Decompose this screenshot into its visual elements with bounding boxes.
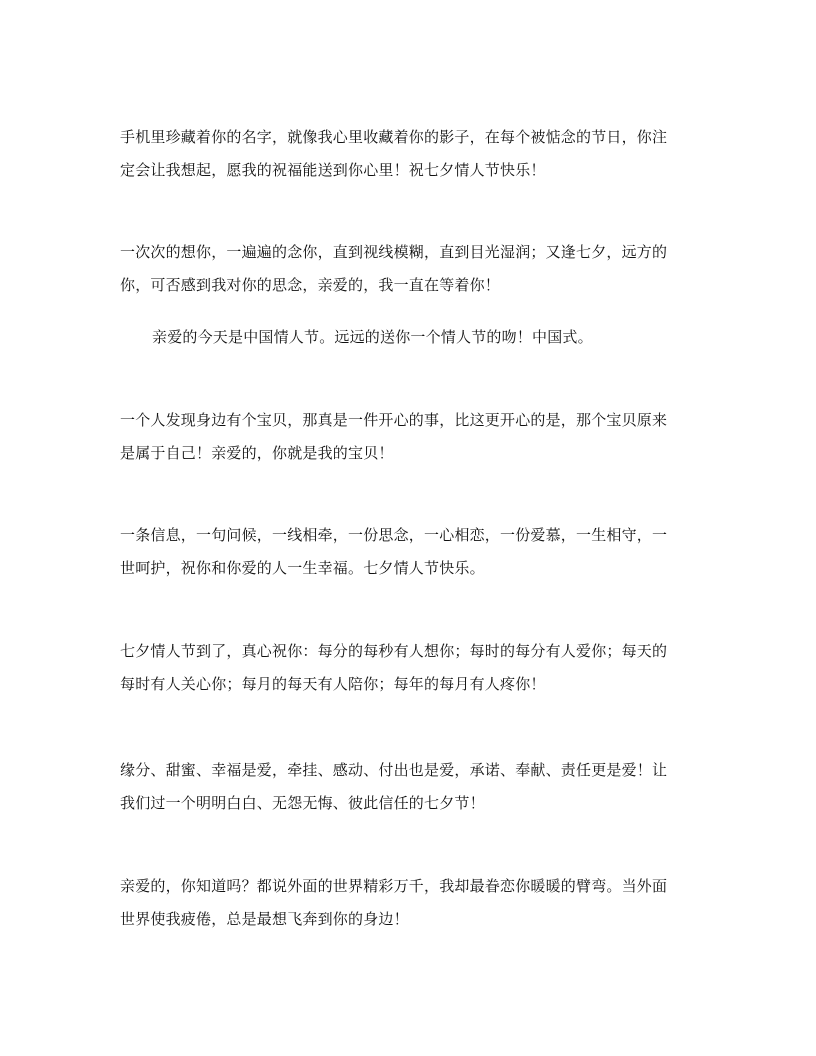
paragraph-line: 你，可否感到我对你的思念，亲爱的，我一直在等着你！ xyxy=(120,276,501,294)
paragraph-line: 亲爱的，你知道吗？都说外面的世界精彩万千，我却最眷恋你暖暖的臂弯。当外面 xyxy=(120,877,668,895)
paragraph-line: 缘分、甜蜜、幸福是爱，牵挂、感动、付出也是爱，承诺、奉献、责任更是爱！让 xyxy=(120,761,668,779)
paragraph-8 xyxy=(120,870,700,936)
paragraph-5 xyxy=(120,519,700,585)
paragraph-6 xyxy=(120,635,700,701)
paragraph-2 xyxy=(120,236,700,302)
paragraph-line: 定会让我想起，愿我的祝福能送到你心里！祝七夕情人节快乐！ xyxy=(120,161,546,179)
paragraph-line: 世界使我疲倦，总是最想飞奔到你的身边！ xyxy=(120,910,409,928)
paragraph-7 xyxy=(120,754,700,820)
paragraph-line: 世呵护，祝你和你爱的人一生幸福。七夕情人节快乐。 xyxy=(120,559,485,577)
paragraph-1 xyxy=(120,121,700,187)
paragraph-line: 我们过一个明明白白、无怨无悔、彼此信任的七夕节！ xyxy=(120,794,485,812)
paragraph-line: 亲爱的今天是中国情人节。远远的送你一个情人节的吻！中国式。 xyxy=(152,328,593,346)
paragraph-line: 是属于自己！亲爱的，你就是我的宝贝！ xyxy=(120,444,394,462)
paragraph-line: 每时有人关心你；每月的每天有人陪你；每年的每月有人疼你！ xyxy=(120,675,546,693)
paragraph-line: 一次次的想你，一遍遍的念你，直到视线模糊，直到目光湿润；又逢七夕，远方的 xyxy=(120,243,668,261)
paragraph-line: 一个人发现身边有个宝贝，那真是一件开心的事，比这更开心的是，那个宝贝原来 xyxy=(120,411,668,429)
paragraph-line: 七夕情人节到了，真心祝你：每分的每秒有人想你；每时的每分有人爱你；每天的 xyxy=(120,642,668,660)
paragraph-line: 一条信息，一句问候，一线相牵，一份思念，一心相恋，一份爱慕，一生相守，一 xyxy=(120,526,668,544)
paragraph-4 xyxy=(120,404,700,470)
paragraph-3 xyxy=(152,321,732,354)
paragraph-line: 手机里珍藏着你的名字，就像我心里收藏着你的影子，在每个被惦念的节日，你注 xyxy=(120,128,668,146)
